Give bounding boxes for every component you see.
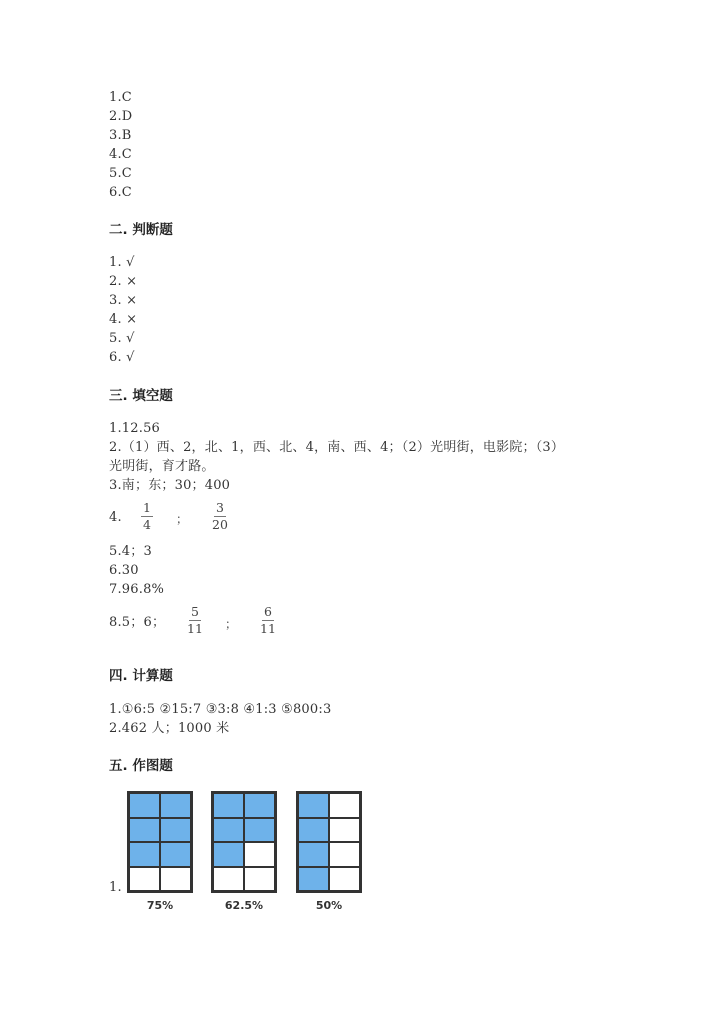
grid-cell-shaded [129, 793, 160, 818]
fill-answer-8-prefix: 8.5；6； [109, 615, 166, 630]
grid-cell-empty [244, 867, 275, 892]
judge-answer-6: 6. √ [109, 350, 135, 365]
judge-answer-5: 5. √ [109, 331, 135, 346]
grid-75 [127, 791, 193, 893]
fraction [260, 605, 276, 636]
grid-label: 75% [146, 899, 174, 912]
grid-cell-shaded [298, 867, 329, 892]
grid-cell-shaded [298, 842, 329, 867]
fill-answer-3: 3.南；东；30；400 [109, 478, 231, 493]
fraction [212, 501, 228, 532]
grid-cell-empty [329, 867, 360, 892]
grid-cell-empty [244, 842, 275, 867]
grid-cell-shaded [129, 842, 160, 867]
grid-cell-shaded [160, 818, 191, 843]
numerator: 5 [190, 604, 199, 619]
grid-62-5 [211, 791, 277, 893]
grid-cell-empty [329, 818, 360, 843]
fraction [187, 605, 203, 636]
answer-4: 4.C [109, 147, 132, 162]
grid-cell-empty [329, 842, 360, 867]
section-5-title: 五. 作图题 [109, 758, 173, 774]
fill-answer-2-line1: 2.（1）西、2，北、1，西、北、4，南、西、4；（2）光明街，电影院；（3） [109, 440, 565, 455]
grid-cell-shaded [213, 842, 244, 867]
numerator: 1 [143, 500, 151, 515]
answer-1: 1.C [109, 90, 132, 105]
answer-6: 6.C [109, 185, 132, 200]
grid-cell-shaded [298, 793, 329, 818]
grid-cell-shaded [213, 793, 244, 818]
section-4-title: 四. 计算题 [109, 668, 173, 684]
judge-answer-1: 1. √ [109, 255, 135, 270]
fill-answer-2-line2: 光明街，育才路。 [109, 459, 215, 474]
grid-cell-shaded [160, 842, 191, 867]
judge-answer-4: 4. × [109, 312, 138, 327]
grid-cell-shaded [160, 793, 191, 818]
calc-answer-1: 1.①6:5 ②15:7 ③3:8 ④1:3 ⑤800:3 [109, 702, 332, 717]
separator: ； [225, 617, 238, 631]
denominator: 11 [187, 621, 203, 636]
fill-answer-5: 5.4；3 [109, 544, 152, 559]
denominator: 20 [212, 517, 228, 532]
calc-answer-2: 2.462 人；1000 米 [109, 721, 230, 736]
grid-cell-shaded [213, 818, 244, 843]
denominator: 4 [143, 517, 151, 532]
separator: ； [176, 512, 189, 526]
grid-cell-shaded [129, 818, 160, 843]
grid-label: 50% [315, 899, 343, 912]
fraction [141, 501, 153, 532]
grid-cell-shaded [298, 818, 329, 843]
section-2-title: 二. 判断题 [109, 222, 173, 238]
grid-cell-empty [160, 867, 191, 892]
grid-cell-empty [129, 867, 160, 892]
numerator: 6 [263, 604, 272, 619]
fill-answer-4-prefix: 4. [109, 510, 122, 525]
grid-cell-empty [329, 793, 360, 818]
grid-label: 62.5% [224, 899, 264, 912]
fill-answer-1: 1.12.56 [109, 421, 161, 436]
grid-50 [296, 791, 362, 893]
denominator: 11 [260, 621, 276, 636]
answer-2: 2.D [109, 109, 133, 124]
answer-5: 5.C [109, 166, 132, 181]
fill-answer-6: 6.30 [109, 563, 139, 578]
judge-answer-2: 2. × [109, 274, 138, 289]
grid-cell-shaded [244, 818, 275, 843]
judge-answer-3: 3. × [109, 293, 138, 308]
answer-3: 3.B [109, 128, 132, 143]
grid-cell-shaded [244, 793, 275, 818]
drawing-answer-1-label: 1. [109, 880, 122, 895]
section-3-title: 三. 填空题 [109, 388, 173, 404]
numerator: 3 [215, 500, 224, 515]
grid-cell-empty [213, 867, 244, 892]
fill-answer-7: 7.96.8% [109, 582, 165, 597]
